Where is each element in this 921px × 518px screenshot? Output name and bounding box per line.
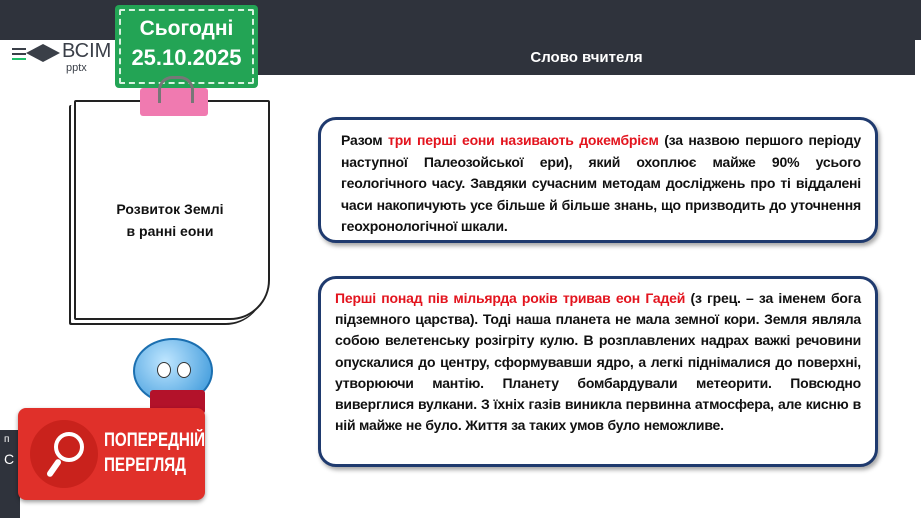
note-text (90, 198, 250, 242)
logo-sub: pptx (66, 62, 87, 74)
box2-text: (з грец. – за іменем бога підземного царства). Тоді наша планета не мала земної кори. Земля являла собою велетенську розігріту кулю. В розплавлених надрах важкі речовини опускалися до центру, сформувавши ядро, а легкі піднімалися до поверхні, утворюючи мантію. Планету бомбардували метеорити. Повсюдно виверглися вулкани. З їхніх газів виникла первинна атмосфера, але кисню в ній майже не було. Життя за таких умов було неможливе. (335, 290, 861, 434)
text-box-precambrian (318, 117, 878, 243)
left-strip (0, 430, 20, 518)
box2-highlight: Перші понад пів мільярда років тривав еон Гадей (335, 290, 686, 306)
logo-name: ВСІМ (62, 40, 112, 62)
text-box-hadean (318, 276, 878, 467)
box1-text: (за назвою першого періоду наступної Палеозойської ери), який охоплює майже 90% усього геологічного часу. Завдяки сучасним методам досліджень про ті віддалені часи накопичують усе більше й більше знань, що призводить до уточнення геохронологічної шкали. (341, 132, 862, 234)
box1-highlight: три перші еони називають докембрієм (388, 132, 659, 148)
logo[interactable] (8, 38, 113, 76)
note-line: в ранні еони (126, 223, 214, 239)
preview-line: ПОПЕРЕДНІЙ (104, 430, 206, 451)
preview-line: ПЕРЕГЛЯД (104, 455, 186, 476)
left-strip-text: С (4, 451, 15, 467)
note-line: Розвиток Землі (116, 201, 224, 217)
binder-clip-icon (140, 88, 208, 116)
speed-lines-icon (12, 48, 26, 50)
date-value: 25.10.2025 (131, 45, 242, 70)
box1-lead: Разом (341, 132, 389, 148)
preview-button[interactable] (18, 408, 205, 500)
date-badge (115, 5, 258, 88)
eye-icon (157, 362, 171, 378)
slide-title: Слово вчителя (258, 40, 915, 75)
eye-icon (177, 362, 191, 378)
left-strip-text: п (4, 434, 10, 445)
magnifier-icon (30, 420, 98, 488)
date-label: Сьогодні (139, 17, 234, 40)
preview-label (104, 428, 205, 478)
graduation-cap-icon (26, 44, 60, 62)
